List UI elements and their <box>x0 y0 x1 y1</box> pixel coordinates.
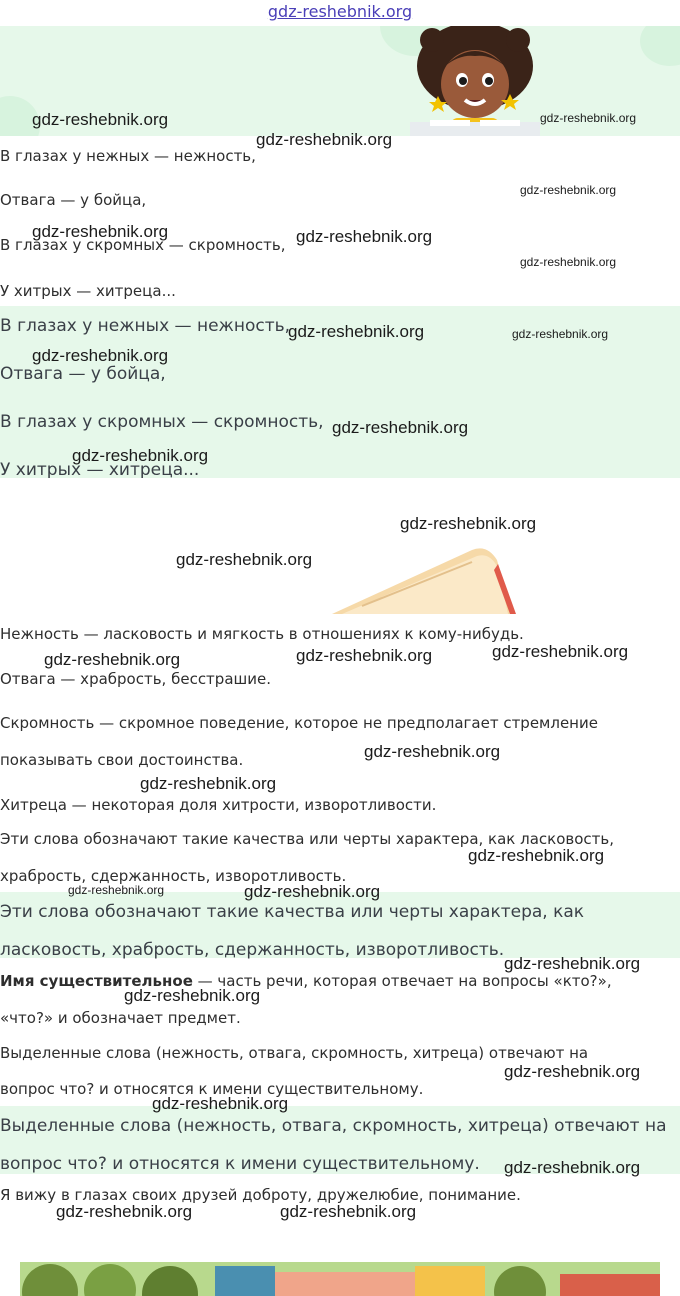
watermark: gdz-reshebnik.org <box>400 514 537 533</box>
noun-rule-line: «что?» и обозначает предмет. <box>0 1009 241 1027</box>
watermark: gdz-reshebnik.org <box>540 111 637 125</box>
poem-line: В глазах у скромных — скромность, <box>0 236 286 254</box>
poem-line: Отвага — у бойца, <box>0 191 147 209</box>
poem-line: В глазах у нежных — нежность, <box>0 147 256 165</box>
watermark: gdz-reshebnik.org <box>288 322 425 341</box>
watermark: gdz-reshebnik.org <box>504 1062 641 1081</box>
answer-line: вопрос что? и относятся к имени существительному. <box>0 1080 424 1098</box>
watermark: gdz-reshebnik.org <box>244 882 381 901</box>
poem-line: У хитрых — хитреца... <box>0 460 200 478</box>
park-illustration <box>20 1262 660 1296</box>
watermark: gdz-reshebnik.org <box>280 1202 417 1221</box>
watermark: gdz-reshebnik.org <box>32 110 169 129</box>
watermark: gdz-reshebnik.org <box>140 774 277 793</box>
book-illustration <box>322 540 522 616</box>
watermark: gdz-reshebnik.org <box>492 642 629 661</box>
qualities-line: храбрость, сдержанность, изворотливость. <box>0 867 347 885</box>
watermark: gdz-reshebnik.org <box>68 883 165 897</box>
definition-line: Нежность — ласковость и мягкость в отношениях к кому-нибудь. <box>0 625 524 643</box>
qualities-line: Эти слова обозначают такие качества или черты характера, как <box>0 902 585 922</box>
noun-rule-term: Имя существительное <box>0 972 193 990</box>
noun-rule-line <box>0 971 612 991</box>
watermark: gdz-reshebnik.org <box>44 650 181 669</box>
watermark: gdz-reshebnik.org <box>152 1094 289 1113</box>
watermark: gdz-reshebnik.org <box>72 446 209 465</box>
qualities-line: Эти слова обозначают такие качества или черты характера, как ласковость, <box>0 830 614 848</box>
watermark: gdz-reshebnik.org <box>32 346 169 365</box>
watermark: gdz-reshebnik.org <box>504 954 641 973</box>
watermark: gdz-reshebnik.org <box>296 227 433 246</box>
answer-line: вопрос что? и относятся к имени существительному. <box>0 1154 480 1174</box>
watermark: gdz-reshebnik.org <box>512 327 609 341</box>
site-url[interactable]: gdz-reshebnik.org <box>267 2 413 21</box>
qualities-line: ласковость, храбрость, сдержанность, изворотливость. <box>0 940 505 960</box>
definition-line: Отвага — храбрость, бесстрашие. <box>0 670 271 688</box>
watermark: gdz-reshebnik.org <box>256 130 393 149</box>
poem-line: В глазах у нежных — нежность, <box>0 316 291 336</box>
watermark: gdz-reshebnik.org <box>332 418 469 437</box>
answer-line: Выделенные слова (нежность, отвага, скромность, хитреца) отвечают на <box>0 1116 667 1136</box>
noun-rule-text: — часть речи, которая отвечает на вопросы «кто?», <box>192 972 612 990</box>
watermark: gdz-reshebnik.org <box>176 550 313 569</box>
poem-line: У хитрых — хитреца... <box>0 282 176 300</box>
watermark: gdz-reshebnik.org <box>56 1202 193 1221</box>
watermark: gdz-reshebnik.org <box>296 646 433 665</box>
watermark: gdz-reshebnik.org <box>32 222 169 241</box>
watermark: gdz-reshebnik.org <box>520 183 617 197</box>
poem-line: В глазах у скромных — скромность, <box>0 412 324 432</box>
poem-line: Отвага — у бойца, <box>0 364 166 384</box>
definition-line: показывать свои достоинства. <box>0 751 244 769</box>
watermark: gdz-reshebnik.org <box>124 986 261 1005</box>
watermark: gdz-reshebnik.org <box>468 846 605 865</box>
definition-line: Хитреца — некоторая доля хитрости, изворотливости. <box>0 796 437 814</box>
watermark: gdz-reshebnik.org <box>520 255 617 269</box>
watermark: gdz-reshebnik.org <box>364 742 501 761</box>
watermark: gdz-reshebnik.org <box>504 1158 641 1177</box>
answer-line: Выделенные слова (нежность, отвага, скромность, хитреца) отвечают на <box>0 1044 589 1062</box>
final-sentence: Я вижу в глазах своих друзей доброту, дружелюбие, понимание. <box>0 1186 521 1204</box>
girl-reading-illustration <box>410 26 540 136</box>
definition-line: Скромность — скромное поведение, которое не предполагает стремление <box>0 714 598 732</box>
